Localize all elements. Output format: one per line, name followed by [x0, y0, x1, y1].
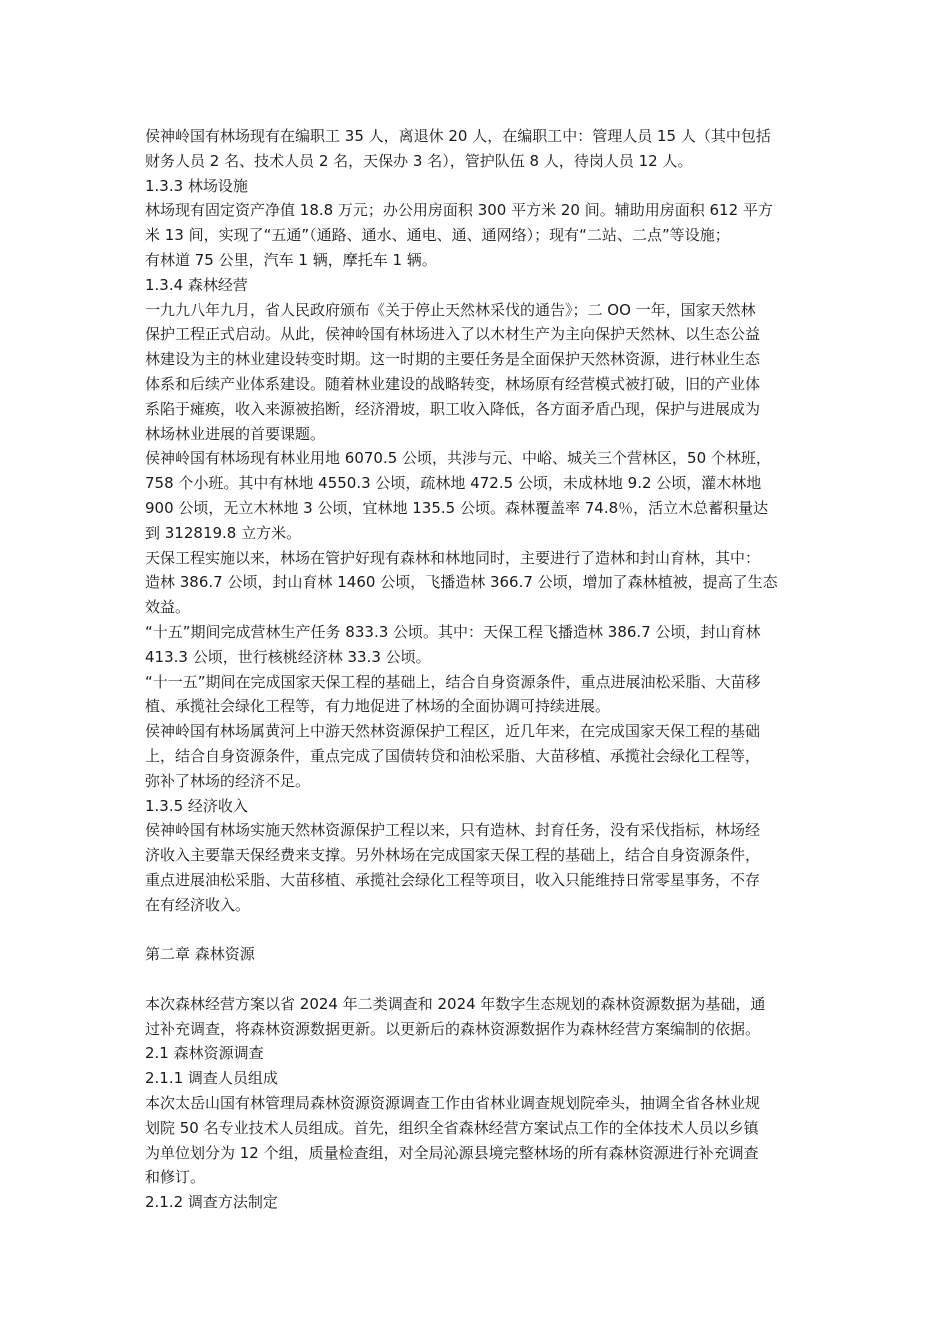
- paragraph-line: 侯神岭国有林场实施天然林资源保护工程以来，只有造林、封育任务，没有采伐指标，林场经: [145, 821, 761, 840]
- paragraph-line: 本次太岳山国有林管理局森林资源资源调查工作由省林业调查规划院牵头，抽调全省各林业规: [145, 1094, 761, 1113]
- section-heading-line: 1.3.5 经济收入: [145, 796, 248, 815]
- paragraph: [145, 546, 815, 620]
- section-heading-line: 2.1.2 调查方法制定: [145, 1193, 278, 1212]
- paragraph: [145, 446, 815, 545]
- section-heading: [145, 1190, 815, 1215]
- paragraph-line: 效益。: [145, 598, 191, 617]
- paragraph-line: 林建设为主的林业建设转变时期。这一时期的主要任务是全面保护天然林资源，进行林业生态: [145, 350, 761, 369]
- section-heading: [145, 942, 815, 967]
- paragraph-line: 植、承揽社会绿化工程等，有力地促进了林场的全面协调可持续进展。: [145, 697, 611, 716]
- section-heading: [145, 1066, 815, 1091]
- paragraph-line: 侯神岭国有林场现有林业用地 6070.5 公顷，共涉与元、中峪、城关三个营林区，50 个林班，: [145, 449, 771, 468]
- blank-line: [145, 967, 815, 992]
- paragraph-line: 弥补了林场的经济不足。: [145, 771, 311, 790]
- blank-line: [145, 918, 815, 943]
- paragraph-line: 758 个小班。其中有林地 4550.3 公顷，疏林地 472.5 公顷，未成林地 9.2 公顷，灌木林地: [145, 474, 762, 493]
- paragraph: [145, 1091, 815, 1190]
- section-heading-line: 第二章 森林资源: [145, 945, 255, 964]
- paragraph-line: 系陷于瘫痪，收入来源被掐断，经济滑坡，职工收入降低，各方面矛盾凸现，保护与进展成为: [145, 399, 761, 418]
- paragraph-line: 财务人员 2 名、技术人员 2 名，天保办 3 名），管护队伍 8 人，待岗人员 12 人。: [145, 151, 693, 170]
- paragraph: [145, 992, 815, 1042]
- paragraph: [145, 818, 815, 917]
- section-heading-line: 1.3.4 森林经营: [145, 275, 248, 294]
- paragraph-line: 上，结合自身资源条件，重点完成了国债转贷和油松采脂、大苗移植、承揽社会绿化工程等，: [145, 746, 761, 765]
- paragraph-line: 造林 386.7 公顷，封山育林 1460 公顷，飞播造林 366.7 公顷，增加了森林植被，提高了生态: [145, 573, 778, 592]
- section-heading: [145, 174, 815, 199]
- paragraph-line: 米 13 间，实现了“五通”（通路、通水、通电、通、通网络）；现有“二站、二点”等设施；: [145, 226, 730, 245]
- paragraph-line: 到 312819.8 立方米。: [145, 523, 302, 542]
- paragraph-line: 体系和后续产业体系建设。随着林业建设的战略转变，林场原有经营模式被打破，旧的产业体: [145, 374, 761, 393]
- paragraph: [145, 198, 815, 272]
- paragraph-line: 900 公顷，无立木林地 3 公顷，宜林地 135.5 公顷。森林覆盖率 74.8％，活立木总蓄积量达: [145, 498, 769, 517]
- paragraph-line: 413.3 公顷，世行核桃经济林 33.3 公顷。: [145, 647, 431, 666]
- paragraph-line: 为单位划分为 12 个组，质量检查组，对全局沁源县境完整林场的所有森林资源进行补充调查: [145, 1143, 759, 1162]
- section-heading-line: 2.1.1 调查人员组成: [145, 1069, 278, 1088]
- paragraph-line: 过补充调查，将森林资源数据更新。以更新后的森林资源数据作为森林经营方案编制的依据。: [145, 1019, 761, 1038]
- section-heading: [145, 273, 815, 298]
- paragraph-line: “十五”期间完成营林生产任务 833.3 公顷。其中：天保工程飞播造林 386.7 公顷，封山育林: [145, 622, 761, 641]
- paragraph-line: 林场林业进展的首要课题。: [145, 424, 326, 443]
- paragraph: [145, 719, 815, 793]
- document-body: [145, 124, 815, 1215]
- section-heading: [145, 794, 815, 819]
- paragraph: [145, 620, 815, 670]
- section-heading-line: 1.3.3 林场设施: [145, 176, 248, 195]
- section-heading-line: 2.1 森林资源调查: [145, 1044, 264, 1063]
- paragraph-line: 侯神岭国有林场现有在编职工 35 人，离退休 20 人，在编职工中：管理人员 15 人（其中包括: [145, 127, 771, 145]
- paragraph-line: 一九九八年九月，省人民政府颁布《关于停止天然林采伐的通告》；二 OO 一年，国家天然林: [145, 300, 756, 319]
- paragraph-line: 本次森林经营方案以省 2024 年二类调查和 2024 年数字生态规划的森林资源数据为基础，通: [145, 994, 766, 1013]
- paragraph: [145, 124, 815, 174]
- paragraph: [145, 298, 815, 447]
- paragraph-line: 天保工程实施以来，林场在管护好现有森林和林地同时，主要进行了造林和封山育林，其中：: [145, 548, 761, 567]
- paragraph-line: 划院 50 名专业技术人员组成。首先，组织全省森林经营方案试点工作的全体技术人员以乡镇: [145, 1118, 759, 1137]
- paragraph-line: “十一五”期间在完成国家天保工程的基础上，结合自身资源条件，重点进展油松采脂、大苗移: [145, 672, 761, 691]
- paragraph-line: 侯神岭国有林场属黄河上中游天然林资源保护工程区，近几年来，在完成国家天保工程的基础: [145, 722, 761, 741]
- paragraph-line: 济收入主要靠天保经费来支撑。另外林场在完成国家天保工程的基础上，结合自身资源条件，: [145, 846, 761, 865]
- paragraph: [145, 670, 815, 720]
- paragraph-line: 有林道 75 公里，汽车 1 辆，摩托车 1 辆。: [145, 250, 437, 269]
- paragraph-line: 林场现有固定资产净值 18.8 万元；办公用房面积 300 平方米 20 间。辅助用房面积 612 平方: [145, 201, 773, 220]
- paragraph-line: 在有经济收入。: [145, 895, 251, 914]
- paragraph-line: 重点进展油松采脂、大苗移植、承揽社会绿化工程等项目，收入只能维持日常零星事务，不存: [145, 870, 761, 889]
- paragraph-line: 和修订。: [145, 1168, 206, 1187]
- section-heading: [145, 1041, 815, 1066]
- paragraph-line: 保护工程正式启动。从此，侯神岭国有林场进入了以木材生产为主向保护天然林、以生态公益: [145, 325, 761, 344]
